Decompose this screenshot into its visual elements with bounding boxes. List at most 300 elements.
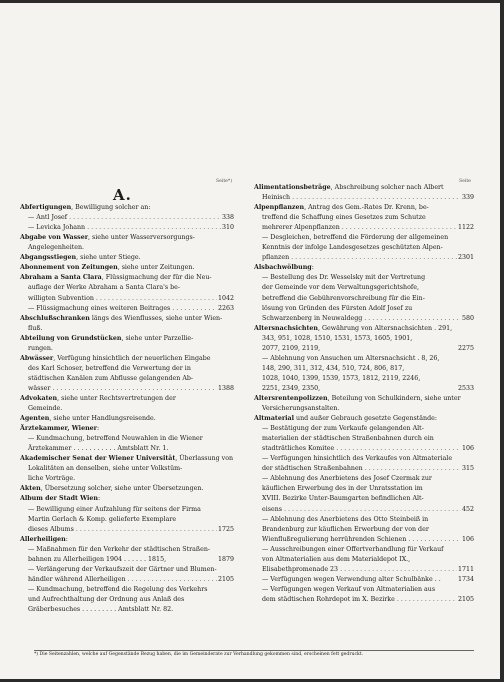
- entry-description: Ärztekammer . . . . . . . . . . . Amtsblatt Nr. 1.: [28, 445, 169, 453]
- index-entry-line: [20, 585, 234, 595]
- entry-heading: Altersnachsichten: [254, 324, 318, 332]
- index-entry-line: [20, 273, 234, 283]
- entry-description: 2077, 2109, 2119,: [262, 344, 321, 352]
- entry-heading: Abschlußschranken: [20, 314, 90, 322]
- entry-text: [262, 576, 441, 583]
- entry-text: [28, 224, 234, 231]
- entry-text: [262, 566, 474, 573]
- index-entry-line: [254, 565, 474, 575]
- entry-description: wässer: [28, 384, 51, 392]
- index-entry-line: [254, 183, 474, 193]
- index-entry-line: [254, 304, 474, 314]
- entry-text: [28, 566, 217, 573]
- entry-text: [262, 556, 410, 563]
- index-entry-line: [20, 324, 234, 334]
- entry-description: — Ausschreibungen einer Offertverhandlung für Verkauf: [262, 545, 444, 553]
- index-entry-line: [20, 294, 234, 304]
- index-column-right: [254, 183, 474, 605]
- index-entry-line: [20, 404, 234, 414]
- entry-description: , siehe unter Handlungsreisende.: [49, 415, 156, 423]
- index-entry-line: [254, 394, 474, 404]
- entry-description: — Ablehnung des Anerbietens des Josef Czermak zur: [262, 475, 432, 483]
- entry-text: [20, 315, 222, 322]
- index-entry-line: [20, 474, 234, 484]
- entry-text: [28, 546, 210, 553]
- entry-text: [262, 345, 320, 352]
- index-entry-line: [20, 464, 234, 474]
- index-entry-line: [254, 334, 474, 344]
- entry-text: [262, 274, 425, 281]
- entry-description: — Bestellung des Dr. Wesselsky mit der Vertretung: [262, 274, 426, 282]
- index-entry-line: [20, 384, 234, 394]
- index-entry-line: [254, 575, 474, 585]
- entry-text: [28, 405, 62, 412]
- page-number: 315: [461, 464, 474, 474]
- page-number: 310: [221, 223, 234, 233]
- entry-text: [262, 315, 474, 322]
- entry-text: [28, 506, 201, 513]
- entry-heading: Advokaten: [20, 394, 58, 402]
- entry-description: des Karl Schoser, betreffend die Verwertung der in: [28, 364, 191, 372]
- entry-text: [262, 546, 444, 553]
- index-entry-line: [254, 585, 474, 595]
- entry-description: , Beteilung von Schulkindern, siehe unter: [327, 394, 461, 402]
- entry-description: :: [98, 495, 101, 503]
- entry-text: [254, 325, 452, 332]
- entry-description: und außer Gebrauch gesetzte Gegenstände:: [294, 415, 437, 423]
- index-entry-line: [254, 253, 474, 263]
- entry-text: [28, 475, 75, 482]
- entry-text: [28, 365, 191, 372]
- entry-description: 1028, 1040, 1399, 1539, 1573, 1812, 2119, 2246,: [262, 374, 421, 382]
- page-number: 1734: [457, 575, 474, 585]
- index-entry-line: [254, 193, 474, 203]
- index-entry-line: [254, 374, 474, 384]
- index-entry-line: [20, 414, 234, 424]
- entry-text: [20, 485, 203, 492]
- entry-description: fluß.: [28, 324, 43, 332]
- page-number: 580: [461, 314, 474, 324]
- entry-description: , Antrag des Gem.-Rates Dr. Krenn, be-: [304, 204, 429, 212]
- index-entry-line: [20, 304, 234, 314]
- index-entry-line: [254, 434, 474, 444]
- entry-text: [20, 254, 141, 261]
- entry-text: [262, 254, 469, 261]
- index-entry-line: [254, 454, 474, 464]
- column-spacer: [20, 193, 234, 203]
- entry-description: — Verfügungen wegen Verkauf von Altmaterialien aus: [262, 585, 436, 593]
- entry-text: [262, 385, 320, 392]
- index-entry-line: [20, 354, 234, 364]
- entry-text: [28, 526, 234, 533]
- entry-description: Elisabethpromenade 23: [262, 565, 339, 573]
- entry-text: [262, 536, 474, 543]
- page-number: 106: [461, 535, 474, 545]
- entry-description: eisens: [262, 505, 282, 513]
- entry-heading: Akten: [20, 485, 41, 493]
- entry-description: — Bewilligung einer Aufzahlung für seitens der Firma: [28, 505, 201, 513]
- index-entry-line: [20, 334, 234, 344]
- index-entry-line: [254, 324, 474, 334]
- page-number: 106: [461, 444, 474, 454]
- entry-description: — Levicka Johann: [28, 224, 86, 232]
- entry-heading: Abteilung von Grundstücken: [20, 334, 122, 342]
- entry-description: längs des Wienflusses, siehe unter Wien-: [89, 314, 223, 322]
- entry-description: treffend die Schaffung eines Gesetzes zum Schutze: [262, 214, 426, 222]
- index-entry-line: [20, 535, 234, 545]
- entry-text: [262, 355, 439, 362]
- entry-description: — Verlängerung der Verkaufszeit der Gärtner und Blumen-: [28, 565, 217, 573]
- entry-text: [254, 264, 314, 271]
- entry-description: :: [65, 535, 68, 543]
- entry-description: materialien der städtischen Straßenbahnen durch ein: [262, 435, 434, 443]
- scan-edge: [500, 0, 504, 682]
- page-column-heading-left: Seite*): [216, 179, 232, 184]
- entry-description: 343, 951, 1028, 1510, 1531, 1573, 1605, 1901,: [262, 334, 413, 342]
- index-entry-line: [20, 233, 234, 243]
- entry-description: , Bewilligung solcher an:: [71, 204, 151, 212]
- index-entry-line: [254, 354, 474, 364]
- index-entry-line: [20, 344, 234, 354]
- index-entry-line: [254, 515, 474, 525]
- index-entry-line: [254, 344, 474, 354]
- entry-description: und Aufrechthaltung der Ordnung aus Anlaß des: [28, 595, 185, 603]
- entry-text: [28, 576, 234, 583]
- index-entry-line: [20, 424, 234, 434]
- index-entry-line: [254, 404, 474, 414]
- index-entry-line: [20, 253, 234, 263]
- entry-description: von Altmaterialien aus dem Materialdepot IX.,: [262, 555, 411, 563]
- entry-text: [20, 425, 99, 432]
- entry-description: der Gemeinde vor dem Verwaltungsgerichtshofe,: [262, 284, 419, 292]
- entry-description: händler während Allerheiligen: [28, 575, 126, 583]
- entry-text: [20, 264, 194, 271]
- index-entry-line: [254, 525, 474, 535]
- entry-text: [254, 184, 444, 191]
- index-entry-line: [20, 263, 234, 273]
- entry-description: Angelegenheiten.: [28, 244, 85, 252]
- entry-text: [28, 295, 234, 302]
- entry-text: [20, 355, 211, 362]
- entry-description: , Gewährung von Altersnachsichten . 291,: [317, 324, 453, 332]
- page-column-heading-right: Seite: [459, 179, 471, 184]
- entry-text: [262, 475, 432, 482]
- page-number: 1042: [217, 294, 234, 304]
- entry-description: käuflichen Erwerbung des in der Unratsstation im: [262, 485, 423, 493]
- entry-description: der städtischen Straßenbahnen: [262, 465, 363, 473]
- index-entry-line: [254, 233, 474, 243]
- index-entry-line: [254, 273, 474, 283]
- entry-text: [20, 536, 68, 543]
- index-entry-line: [254, 444, 474, 454]
- entry-heading: Agenten: [20, 415, 50, 423]
- page-number: 339: [461, 193, 474, 203]
- section-letter: A.: [113, 186, 132, 204]
- entry-text: [262, 194, 470, 201]
- entry-description: lösung von Gründen des Fürsten Adolf Josef zu: [262, 304, 413, 312]
- entry-description: — Antl Josef: [28, 214, 68, 222]
- entry-description: , siehe unter Zeitungen.: [117, 264, 195, 272]
- entry-text: [28, 606, 173, 613]
- entry-text: [20, 495, 100, 502]
- index-entry-line: [20, 515, 234, 525]
- entry-text: [262, 506, 462, 513]
- index-entry-line: [254, 223, 474, 233]
- entry-description: , siehe unter Wasserversorgungs-: [88, 234, 195, 242]
- index-entry-line: [20, 213, 234, 223]
- index-entry-line: [254, 535, 474, 545]
- entry-description: — Desgleichen, betreffend die Förderung der allgemeinen: [262, 234, 449, 242]
- entry-description: Brandenburg zur käuflichen Erwerbung der von der: [262, 525, 429, 533]
- index-entry-line: [20, 595, 234, 605]
- entry-heading: Allerheiligen: [20, 535, 66, 543]
- entry-description: XVIII. Bezirke Unter-Baumgarten befindlichen Alt-: [262, 495, 424, 503]
- entry-description: 148, 290, 311, 312, 434, 510, 724, 806, 817,: [262, 364, 405, 372]
- entry-description: , siehe unter Stiege.: [76, 254, 141, 262]
- entry-text: [20, 395, 176, 402]
- entry-description: — Ablehnung von Ansuchen um Altersnachsicht . 8, 26,: [262, 354, 440, 362]
- entry-description: , Überlassung von: [175, 455, 234, 463]
- entry-heading: Altmaterial: [254, 415, 295, 423]
- page-number: 1388: [217, 384, 234, 394]
- entry-text: [28, 284, 180, 291]
- entry-description: — Kundmachung, betreffend Neuwahlen in die Wiener: [28, 435, 203, 443]
- entry-heading: Album der Stadt Wien: [20, 495, 99, 503]
- entry-text: [262, 596, 474, 603]
- entry-text: [262, 335, 412, 342]
- index-entry-line: [20, 394, 234, 404]
- index-entry-line: [20, 555, 234, 565]
- index-entry-line: [20, 484, 234, 494]
- entry-heading: Akademischer Senat der Wiener Universität: [20, 455, 176, 463]
- entry-text: [20, 274, 212, 281]
- entry-description: Gemeinde.: [28, 405, 63, 413]
- index-entry-line: [20, 494, 234, 504]
- entry-text: [262, 405, 339, 412]
- entry-text: [262, 214, 426, 221]
- entry-text: [254, 415, 437, 422]
- scan-edge: [0, 0, 504, 3]
- index-entry-line: [254, 314, 474, 324]
- entry-text: [262, 435, 434, 442]
- entry-text: [28, 345, 53, 352]
- entry-text: [262, 465, 474, 472]
- index-entry-line: [254, 384, 474, 394]
- entry-description: — Maßnahmen für den Verkehr der städtischen Straßen-: [28, 545, 211, 553]
- entry-text: [28, 375, 193, 382]
- index-entry-line: [20, 223, 234, 233]
- entry-text: [28, 516, 176, 523]
- index-entry-line: [20, 444, 234, 454]
- page-number: 1711: [457, 565, 474, 575]
- index-entry-line: [20, 364, 234, 374]
- page-number: 2275: [457, 344, 474, 354]
- index-entry-line: [20, 605, 234, 615]
- entry-description: , Verfügung hinsichtlich der neuerlichen Eingabe: [53, 354, 211, 362]
- entry-description: — Kundmachung, betreffend die Regelung des Verkehrs: [28, 585, 208, 593]
- entry-text: [262, 526, 429, 533]
- entry-description: Wienflußregulierung herrührenden Schienen: [262, 535, 407, 543]
- entry-description: Martin Gerlach & Komp. gelieferte Exemplare: [28, 515, 177, 523]
- footnote: *) Die Seitenzahlen, welche auf Gegenstände Bezug haben, die im Gemeinderate zur Verhandlung gekommen sind, erscheinen fett gedruckt.: [34, 650, 474, 658]
- entry-text: [28, 586, 207, 593]
- entry-description: bahnen zu Allerheiligen 1904 . . . . . . 1815,: [28, 555, 167, 563]
- index-entry-line: [254, 484, 474, 494]
- entry-text: [262, 516, 428, 523]
- entry-description: Schwarzenberg in Neuwaldegg: [262, 314, 363, 322]
- entry-text: [28, 465, 182, 472]
- index-entry-line: [20, 565, 234, 575]
- entry-description: städtischen Kanälen zum Abflusse gelangenden Ab-: [28, 374, 194, 382]
- page-number: 1725: [217, 525, 234, 535]
- entry-heading: Alpenpflanzen: [254, 204, 305, 212]
- entry-text: [262, 365, 404, 372]
- entry-text: [28, 596, 184, 603]
- entry-text: [262, 586, 435, 593]
- entry-description: — Verfügungen hinsichtlich des Verkaufes von Altmateriale: [262, 455, 453, 463]
- entry-description: Kenntnis der infolge Landesgesetzes geschützten Alpen-: [262, 244, 443, 252]
- entry-description: Gräberbesuches . . . . . . . . . Amtsblatt Nr. 82.: [28, 605, 174, 613]
- entry-heading: Alimentationsbeträge: [254, 184, 331, 191]
- index-entry-line: [254, 595, 474, 605]
- entry-text: [262, 375, 420, 382]
- entry-text: [262, 305, 412, 312]
- entry-heading: Abfertigungen: [20, 204, 72, 212]
- page-number: 338: [221, 213, 234, 223]
- entry-text: [20, 335, 193, 342]
- entry-text: [262, 224, 474, 231]
- index-entry-line: [20, 545, 234, 555]
- entry-heading: Abwässer: [20, 354, 54, 362]
- entry-text: [262, 445, 474, 452]
- index-entry-line: [254, 283, 474, 293]
- entry-description: , Flüssigmachung der für die Neu-: [101, 274, 212, 282]
- entry-heading: Ärztekammer, Wiener: [20, 425, 97, 433]
- index-entry-line: [20, 314, 234, 324]
- entry-description: mehrerer Alpenpflanzen: [262, 224, 340, 232]
- entry-description: liche Vorträge.: [28, 475, 76, 483]
- index-entry-line: [254, 414, 474, 424]
- page-number: 2533: [457, 384, 474, 394]
- entry-description: betreffend die Gebührenvorschreibung für die Ein-: [262, 294, 425, 302]
- index-entry-line: [20, 454, 234, 464]
- entry-description: — Verfügungen wegen Verwendung alter Schulbänke . .: [262, 575, 441, 583]
- entry-heading: Altersrentenpolizzen: [254, 394, 328, 402]
- page-number: 1122: [457, 223, 474, 233]
- entry-text: [28, 305, 234, 312]
- entry-text: [20, 204, 150, 211]
- entry-description: rungen.: [28, 344, 53, 352]
- entry-text: [262, 455, 452, 462]
- index-entry-line: [254, 545, 474, 555]
- index-entry-line: [254, 243, 474, 253]
- index-entry-line: [254, 213, 474, 223]
- entry-text: [262, 495, 424, 502]
- entry-description: , Übersetzung solcher, siehe unter Übersetzungen.: [40, 485, 204, 493]
- entry-description: dieses Albums: [28, 525, 74, 533]
- entry-text: [20, 455, 233, 462]
- index-entry-line: [20, 575, 234, 585]
- entry-description: :: [311, 264, 314, 272]
- index-entry-line: [254, 494, 474, 504]
- index-entry-line: [254, 464, 474, 474]
- entry-text: [262, 234, 448, 241]
- entry-description: 2251, 2349, 2350,: [262, 384, 321, 392]
- index-entry-line: [254, 505, 474, 515]
- index-entry-line: [254, 364, 474, 374]
- entry-text: [254, 204, 429, 211]
- entry-description: Versicherungsanstalten.: [262, 405, 340, 413]
- index-entry-line: [20, 203, 234, 213]
- entry-description: , Abschreibung solcher nach Albert: [330, 184, 444, 191]
- index-entry-line: [20, 243, 234, 253]
- entry-description: :: [96, 425, 100, 433]
- entry-text: [28, 556, 166, 563]
- entry-heading: Alsbachwölbung: [254, 264, 312, 272]
- page-number: 2105: [457, 595, 474, 605]
- entry-description: — Flüssigmachung eines weiteren Beitrages: [28, 304, 171, 312]
- entry-text: [262, 485, 423, 492]
- entry-description: — Bestätigung der zum Verkaufe gelangenden Alt-: [262, 425, 424, 433]
- index-entry-line: [20, 283, 234, 293]
- index-entry-line: [254, 424, 474, 434]
- entry-description: Heinisch: [262, 194, 291, 202]
- index-entry-line: [254, 474, 474, 484]
- entry-text: [262, 425, 424, 432]
- entry-text: [28, 325, 42, 332]
- page-number: 2105: [217, 575, 234, 585]
- entry-description: willigten Subvention: [28, 294, 94, 302]
- column-spacer: [20, 183, 234, 193]
- entry-heading: Abonnement von Zeitungen: [20, 264, 118, 272]
- entry-text: [28, 445, 168, 452]
- entry-description: stadträtliches Komitee: [262, 445, 335, 453]
- page-number: 452: [461, 505, 474, 515]
- entry-text: [28, 244, 84, 251]
- entry-text: [28, 435, 203, 442]
- entry-heading: Abgangsstiegen: [20, 254, 77, 262]
- entry-text: [20, 415, 156, 422]
- entry-description: auflage der Werke Abraham a Santa Clara's be-: [28, 284, 181, 292]
- entry-description: pflanzen: [262, 254, 290, 262]
- index-entry-line: [254, 294, 474, 304]
- entry-text: [254, 395, 461, 402]
- index-entry-line: [20, 525, 234, 535]
- entry-text: [28, 385, 231, 392]
- index-column-left: [20, 183, 234, 615]
- entry-text: [262, 295, 425, 302]
- index-entry-line: [254, 203, 474, 213]
- index-entry-line: [254, 263, 474, 273]
- index-entry-line: [254, 555, 474, 565]
- entry-heading: Abraham a Santa Clara: [20, 274, 102, 282]
- page-number: 1879: [217, 555, 234, 565]
- entry-description: , siehe unter Rechtsvertretungen der: [57, 394, 176, 402]
- entry-description: , siehe unter Parzellie-: [121, 334, 194, 342]
- entry-text: [20, 234, 195, 241]
- entry-description: dem städtischen Rohrdepot im X. Bezirke: [262, 595, 395, 603]
- entry-heading: Abgabe von Wasser: [20, 234, 89, 242]
- entry-text: [28, 214, 234, 221]
- index-entry-line: [20, 374, 234, 384]
- entry-description: — Ablehnung des Anerbietens des Otto Steinbeiß in: [262, 515, 429, 523]
- entry-text: [262, 284, 419, 291]
- index-entry-line: [20, 434, 234, 444]
- entry-text: [262, 244, 443, 251]
- index-entry-line: [20, 505, 234, 515]
- page-number: 2301: [457, 253, 474, 263]
- entry-description: Lokalitäten an denselben, siehe unter Volkstüm-: [28, 465, 183, 473]
